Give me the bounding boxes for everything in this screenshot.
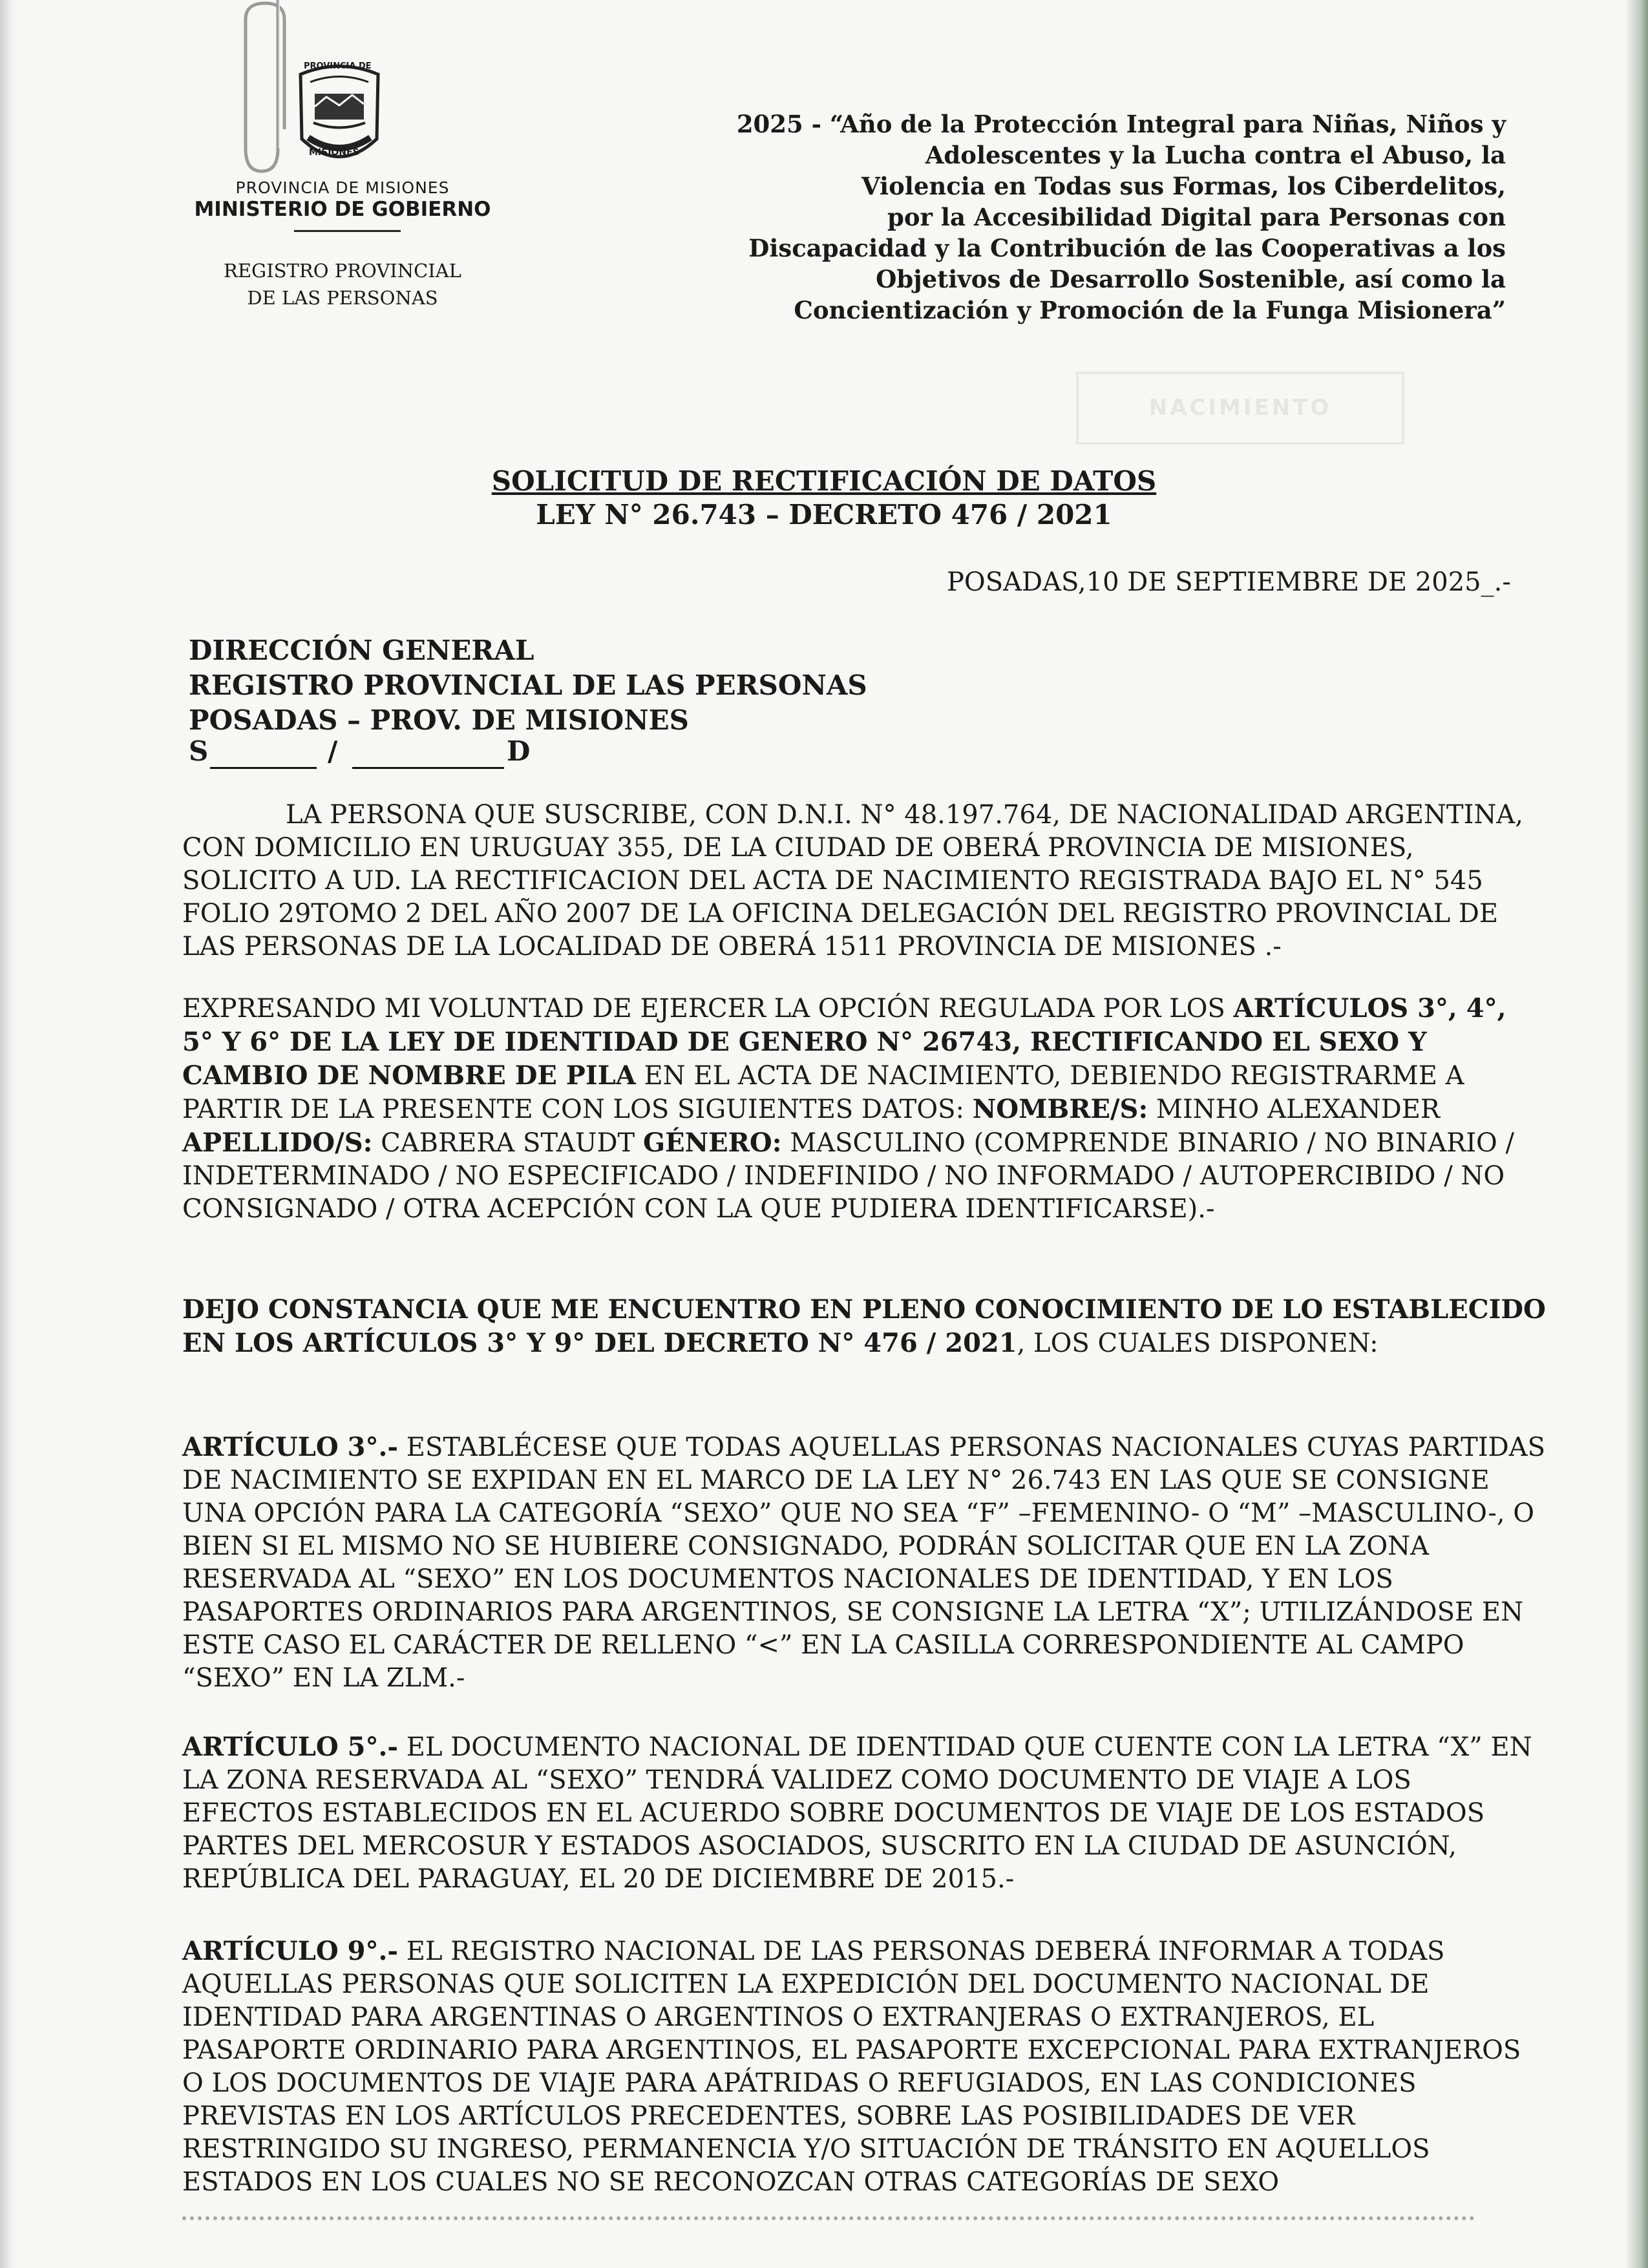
declaration-text: EXPRESANDO MI VOLUNTAD DE EJERCER LA OPCIÓN REGULADA POR LOS bbox=[182, 994, 1234, 1024]
motto-line: Objetivos de Desarrollo Sostenible, así como la bbox=[876, 265, 1506, 293]
registry-line-2: DE LAS PERSONAS bbox=[247, 287, 438, 309]
surname-label: APELLIDO/S: bbox=[182, 1128, 373, 1158]
year-motto bbox=[633, 109, 1506, 326]
acknowledgement-text: , LOS CUALES DISPONEN: bbox=[1017, 1328, 1379, 1358]
motto-line: por la Accesibilidad Digital para Personas con bbox=[887, 203, 1506, 231]
request-text: LA PERSONA QUE SUSCRIBE, CON D.N.I. N° 48.197.764, DE NACIONALIDAD ARGENTINA, CON DOMICILIO EN URUGUAY 355, DE LA CIUDAD DE OBERÁ PROVINCIA DE MISIONES, SOLICITO A UD. LA RECTIFICACION DEL ACTA DE NACIMIENTO REGISTRADA BAJO EL N° 545 FOLIO 29TOMO 2 DEL AÑO 2007 DE LA OFICINA DELEGACIÓN DEL REGISTRO PROVINCIAL DE LAS PERSONAS DE LA LOCALIDAD DE OBERÁ 1511 PROVINCIA DE MISIONES .- bbox=[182, 800, 1523, 961]
salutation-slash: / bbox=[328, 735, 338, 767]
see-through-stamp: NACIMIENTO bbox=[1076, 372, 1404, 445]
name-value: MINHO ALEXANDER bbox=[1148, 1095, 1441, 1124]
org-ministry: MINISTERIO DE GOBIERNO bbox=[194, 198, 491, 221]
org-divider bbox=[294, 230, 401, 232]
article-3-text: ESTABLÉCESE QUE TODAS AQUELLAS PERSONAS NACIONALES CUYAS PARTIDAS DE NACIMIENTO SE EXPIDAN EN EL MARCO DE LA LEY N° 26.743 EN LAS QUE SE CONSIGNE UNA OPCIÓN PARA LA CATEGORÍA “SEXO” QUE NO SEA “F” –FEMENINO- O “M” –MASCULINO-, O BIEN SI EL MISMO NO SE HUBIERE CONSIGNADO, PODRÁN SOLICITAR QUE EN LA ZONA RESERVADA AL “SEXO” EN LOS DOCUMENTOS NACIONALES DE IDENTIDAD, Y EN LOS PASAPORTES ORDINARIOS PARA ARGENTINOS, SE CONSIGNE LA LETRA “X”; UTILIZÁNDOSE EN ESTE CASO EL CARÁCTER DE RELLENO “<” EN LA CASILLA CORRESPONDIENTE AL CAMPO “SEXO” EN LA ZLM.- bbox=[182, 1433, 1545, 1693]
acknowledgement-bold: DEJO CONSTANCIA QUE ME ENCUENTRO EN PLENO CONOCIMIENTO DE LO ESTABLECIDO EN LOS ARTÍCULOS 3° Y 9° DEL DECRETO N° 476 / 2021 bbox=[182, 1294, 1546, 1358]
salutation-d: D bbox=[507, 735, 531, 767]
article-5-text: EL DOCUMENTO NACIONAL DE IDENTIDAD QUE CUENTE CON LA LETRA “X” EN LA ZONA RESERVADA AL “SEXO” TENDRÁ VALIDEZ COMO DOCUMENTO DE VIAJE A LOS EFECTOS ESTABLECIDOS EN EL ACUERDO SOBRE DOCUMENTOS DE VIAJE DE LOS ESTADOS PARTES DEL MERCOSUR Y ESTADOS ASOCIADOS, SUSCRITO EN LA CIUDAD DE ASUNCIÓN, REPÚBLICA DEL PARAGUAY, EL 20 DE DICIEMBRE DE 2015.- bbox=[182, 1732, 1532, 1894]
article-9-text: EL REGISTRO NACIONAL DE LAS PERSONAS DEBERÁ INFORMAR A TODAS AQUELLAS PERSONAS QUE SOLICITEN LA EXPEDICIÓN DEL DOCUMENTO NACIONAL DE IDENTIDAD PARA ARGENTINAS O ARGENTINOS O EXTRANJERAS O EXTRANJEROS, EL PASAPORTE ORDINARIO PARA ARGENTINOS, EL PASAPORTE EXCEPCIONAL PARA EXTRANJEROS O LOS DOCUMENTOS DE VIAJE PARA APÁTRIDAS O REFUGIADOS, EN LAS CONDICIONES PREVISTAS EN LOS ARTÍCULOS PRECEDENTES, SOBRE LAS POSIBILIDADES DE VER RESTRINGIDO SU INGRESO, PERMANENCIA Y/O SITUACIÓN DE TRÁNSITO EN AQUELLOS ESTADOS EN LOS CUALES NO SE RECONOZCAN OTRAS CATEGORÍAS DE SEXO bbox=[182, 1937, 1521, 2197]
article-5 bbox=[182, 1730, 1546, 1896]
org-registry bbox=[194, 257, 491, 311]
motto-line: Violencia en Todas sus Formas, los Ciberdelitos, bbox=[861, 172, 1506, 200]
seal-text-top: PROVINCIA DE bbox=[304, 61, 372, 71]
declaration-text-2: EN EL ACTA DE NACIMIENTO, DEBIENDO REGISTRARME A PARTIR DE LA PRESENTE CON LOS SIGUIENTES DATOS: bbox=[182, 1061, 1464, 1124]
place-date: POSADAS,10 DE SEPTIEMBRE DE 2025_.- bbox=[947, 567, 1511, 597]
article-9 bbox=[182, 1935, 1546, 2199]
gender-value: MASCULINO (COMPRENDE BINARIO / NO BINARIO / INDETERMINADO / NO ESPECIFICADO / INDEFINIDO / NO INFORMADO / AUTOPERCIBIDO / NO CONSIGNADO / OTRA ACEPCIÓN CON LA QUE PUDIERA IDENTIFICARSE).- bbox=[182, 1128, 1515, 1224]
registry-line-1: REGISTRO PROVINCIAL bbox=[224, 260, 461, 282]
seal-text-bottom: MISIONES bbox=[309, 147, 359, 158]
article-5-label: ARTÍCULO 5°.- bbox=[182, 1732, 399, 1762]
article-9-label: ARTÍCULO 9°.- bbox=[182, 1936, 399, 1966]
document-title: SOLICITUD DE RECTIFICACIÓN DE DATOS bbox=[491, 465, 1157, 497]
addressee-line-2: REGISTRO PROVINCIAL DE LAS PERSONAS bbox=[189, 669, 867, 701]
gender-label: GÉNERO: bbox=[642, 1128, 782, 1158]
cut-off-line bbox=[182, 2216, 1475, 2229]
motto-line: Discapacidad y la Contribución de las Cooperativas a los bbox=[748, 234, 1506, 262]
name-label: NOMBRE/S: bbox=[972, 1094, 1148, 1124]
salutation-underline bbox=[352, 767, 504, 769]
article-3 bbox=[182, 1431, 1546, 1695]
surname-value: CABRERA STAUDT bbox=[372, 1128, 643, 1158]
salutation-underline bbox=[210, 767, 317, 769]
addressee-line-3: POSADAS – PROV. DE MISIONES bbox=[189, 704, 689, 736]
declaration-bold: ARTÍCULOS 3°, 4°, 5° Y 6° DE LA LEY DE IDENTIDAD DE GENERO N° 26743, RECTIFICANDO EL SEXO Y CAMBIO DE NOMBRE DE PILA bbox=[182, 993, 1506, 1091]
motto-line: Concientización y Promoción de la Funga Misionera” bbox=[794, 296, 1506, 324]
acknowledgement-paragraph bbox=[182, 1293, 1546, 1360]
salutation-s: S bbox=[189, 735, 209, 767]
org-province: PROVINCIA DE MISIONES bbox=[235, 178, 450, 197]
addressee bbox=[189, 633, 867, 738]
document-subtitle: LEY N° 26.743 – DECRETO 476 / 2021 bbox=[536, 499, 1112, 530]
addressee-line-1: DIRECCIÓN GENERAL bbox=[189, 635, 534, 666]
article-3-label: ARTÍCULO 3°.- bbox=[182, 1432, 399, 1462]
motto-line: 2025 - “Año de la Protección Integral para Niñas, Niños y bbox=[736, 110, 1506, 138]
scan-right-edge bbox=[1625, 0, 1648, 2268]
declaration-paragraph bbox=[182, 992, 1546, 1226]
request-paragraph bbox=[182, 799, 1546, 963]
motto-line: Adolescentes y la Lucha contra el Abuso, la bbox=[925, 141, 1506, 169]
scan-left-edge bbox=[0, 0, 18, 2268]
